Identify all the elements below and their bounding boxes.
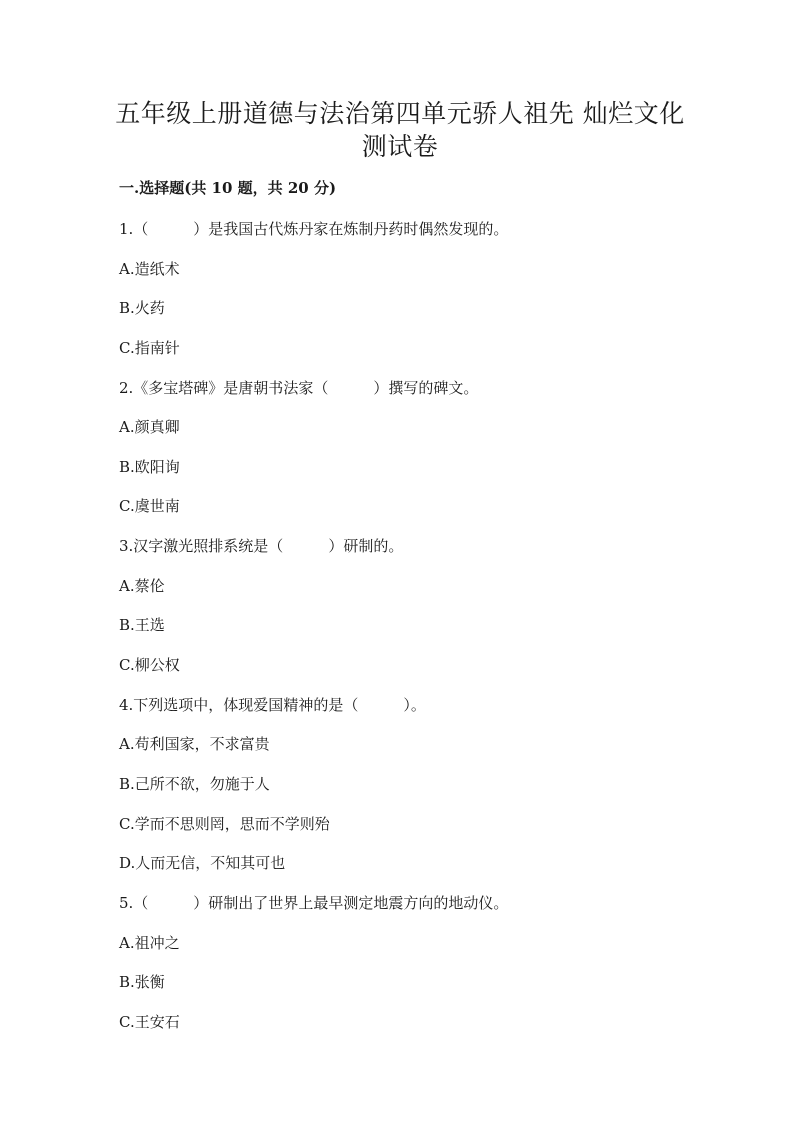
question-3-stem: 3.汉字激光照排系统是（ ）研制的。 — [119, 537, 404, 555]
question-2-option-c: C.虞世南 — [119, 497, 180, 515]
question-3-option-a: A.蔡伦 — [119, 577, 165, 595]
question-4-option-b: B.己所不欲，勿施于人 — [119, 775, 270, 793]
question-1-option-b: B.火药 — [119, 299, 165, 317]
question-3-option-b: B.王选 — [119, 616, 165, 634]
question-5-option-b: B.张衡 — [119, 973, 165, 991]
question-4-stem: 4.下列选项中，体现爱国精神的是（ ）。 — [119, 696, 426, 714]
question-5-option-c: C.王安石 — [119, 1013, 180, 1031]
question-3-option-c: C.柳公权 — [119, 656, 180, 674]
question-2-stem: 2.《多宝塔碑》是唐朝书法家（ ）撰写的碑文。 — [119, 379, 479, 397]
question-1-option-a: A.造纸术 — [119, 260, 180, 278]
document-title-line-1: 五年级上册道德与法治第四单元骄人祖先 灿烂文化 — [115, 99, 685, 128]
question-4-option-c: C.学而不思则罔，思而不学则殆 — [119, 815, 330, 833]
question-1-option-c: C.指南针 — [119, 339, 180, 357]
question-4-option-a: A.苟利国家，不求富贵 — [119, 735, 270, 753]
question-2-option-b: B.欧阳询 — [119, 458, 180, 476]
question-4-option-d: D.人而无信，不知其可也 — [119, 854, 286, 872]
document-title-line-2: 测试卷 — [361, 132, 439, 161]
question-1-stem: 1.（ ）是我国古代炼丹家在炼制丹药时偶然发现的。 — [119, 220, 509, 238]
question-5-option-a: A.祖冲之 — [119, 934, 180, 952]
question-2-option-a: A.颜真卿 — [119, 418, 180, 436]
question-5-stem: 5.（ ）研制出了世界上最早测定地震方向的地动仪。 — [119, 894, 509, 912]
section-heading: 一.选择题(共 10 题，共 20 分) — [119, 179, 337, 197]
